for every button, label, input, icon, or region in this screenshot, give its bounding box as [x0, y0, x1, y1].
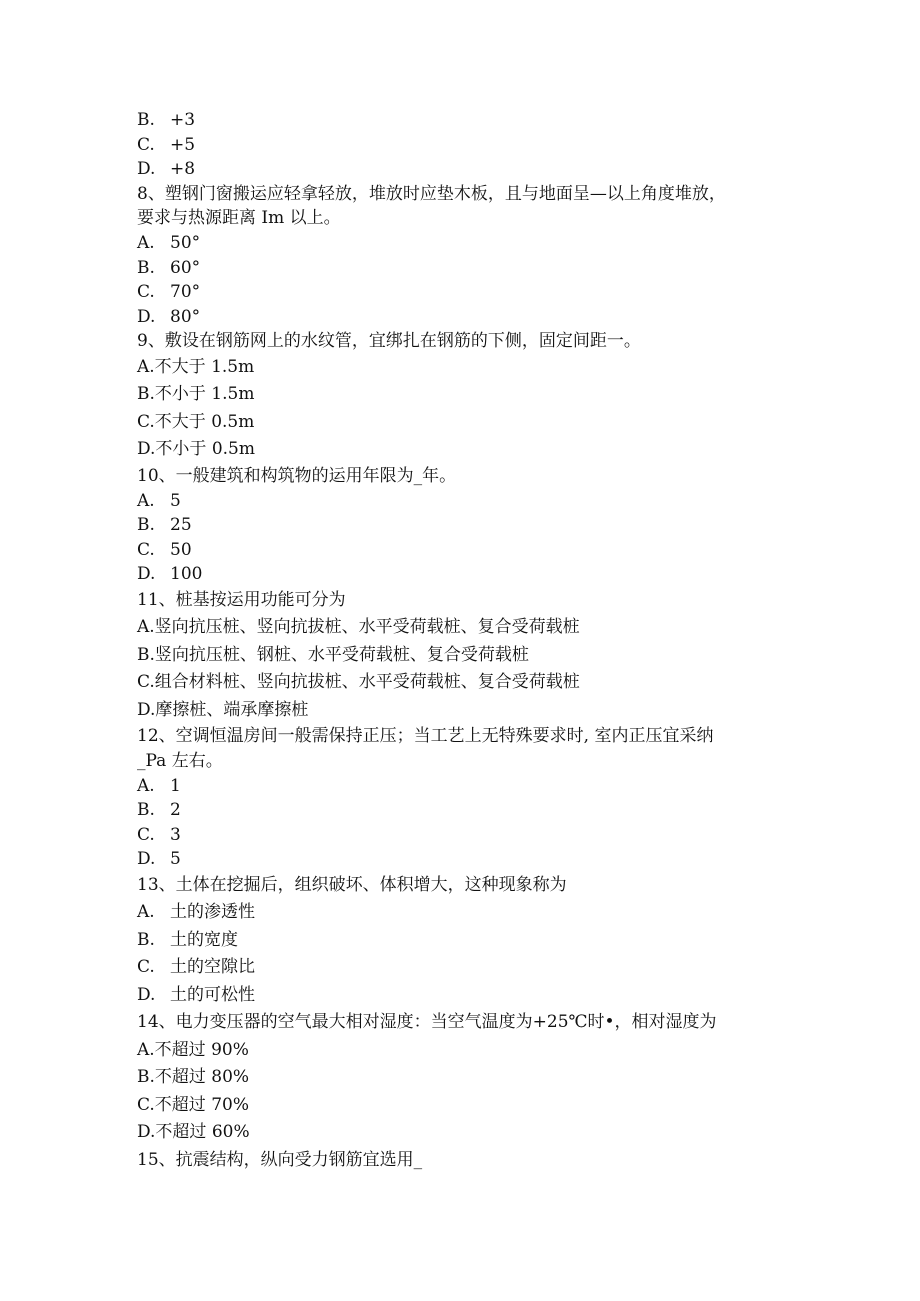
question-12-stem-line2: _Pa 左右。 [137, 751, 223, 771]
option-q12-d: D. 5 [137, 849, 181, 870]
option-q10-b: B. 25 [137, 515, 192, 536]
option-q7-d: D. +8 [137, 159, 196, 180]
question-14-stem: 14、电力变压器的空气最大相对湿度：当空气温度为+25℃时•，相对湿度为 [137, 1012, 717, 1033]
option-q7-b: B. +3 [137, 110, 196, 130]
option-q8-a: A. 50° [137, 232, 201, 253]
option-q9-a: A.不大于 1.5m [137, 356, 255, 377]
question-15-stem: 15、抗震结构，纵向受力钢筋宜选用_ [137, 1149, 423, 1170]
option-q13-b: B. 土的宽度 [137, 929, 238, 950]
option-q13-a: A. 土的渗透性 [137, 902, 255, 923]
question-8-stem-line1: 8、塑钢门窗搬运应轻拿轻放，堆放时应垫木板，且与地面呈—以上角度堆放， [137, 183, 726, 204]
question-8-stem-line2: 要求与热源距离 Im 以上。 [137, 208, 341, 229]
option-q7-c: C. +5 [137, 134, 196, 155]
option-q12-a: A. 1 [137, 775, 181, 796]
option-q9-b: B.不小于 1.5m [137, 384, 255, 405]
option-q14-d: D.不超过 60% [137, 1122, 250, 1143]
option-q8-b: B. 60° [137, 257, 201, 278]
option-q10-a: A. 5 [137, 490, 181, 511]
option-q13-d: D. 土的可松性 [137, 984, 255, 1005]
option-q9-d: D.不小于 0.5m [137, 439, 255, 460]
option-q11-a: A.竖向抗压桩、竖向抗拔桩、水平受荷载桩、复合受荷载桩 [137, 617, 580, 638]
option-q14-a: A.不超过 90% [137, 1039, 249, 1060]
question-9-stem: 9、敷设在钢筋网上的水纹管，宜绑扎在钢筋的下侧，固定间距一。 [137, 331, 641, 352]
option-q11-c: C.组合材料桩、竖向抗拔桩、水平受荷载桩、复合受荷载桩 [137, 672, 580, 693]
option-q11-d: D.摩擦桩、端承摩擦桩 [137, 699, 309, 720]
option-q10-d: D. 100 [137, 564, 203, 585]
option-q12-b: B. 2 [137, 800, 181, 821]
option-q12-c: C. 3 [137, 824, 181, 845]
option-q14-c: C.不超过 70% [137, 1094, 249, 1115]
option-q8-d: D. 80° [137, 306, 201, 327]
option-q14-b: B.不超过 80% [137, 1067, 250, 1088]
option-q11-b: B.竖向抗压桩、钢桩、水平受荷载桩、复合受荷载桩 [137, 644, 529, 665]
option-q9-c: C.不大于 0.5m [137, 411, 255, 432]
option-q8-c: C. 70° [137, 282, 201, 303]
question-10-stem: 10、一般建筑和构筑物的运用年限为_年。 [137, 465, 457, 486]
option-q10-c: C. 50 [137, 539, 192, 560]
option-q13-c: C. 土的空隙比 [137, 957, 255, 978]
question-12-stem-line1: 12、空调恒温房间一般需保持正压；当工艺上无特殊要求时, 室内正压宜采纳 [137, 726, 714, 747]
question-11-stem: 11、桩基按运用功能可分为 [137, 589, 346, 610]
question-13-stem: 13、土体在挖掘后，组织破坏、体积增大，这种现象称为 [137, 874, 567, 895]
document-page [137, 108, 787, 1174]
